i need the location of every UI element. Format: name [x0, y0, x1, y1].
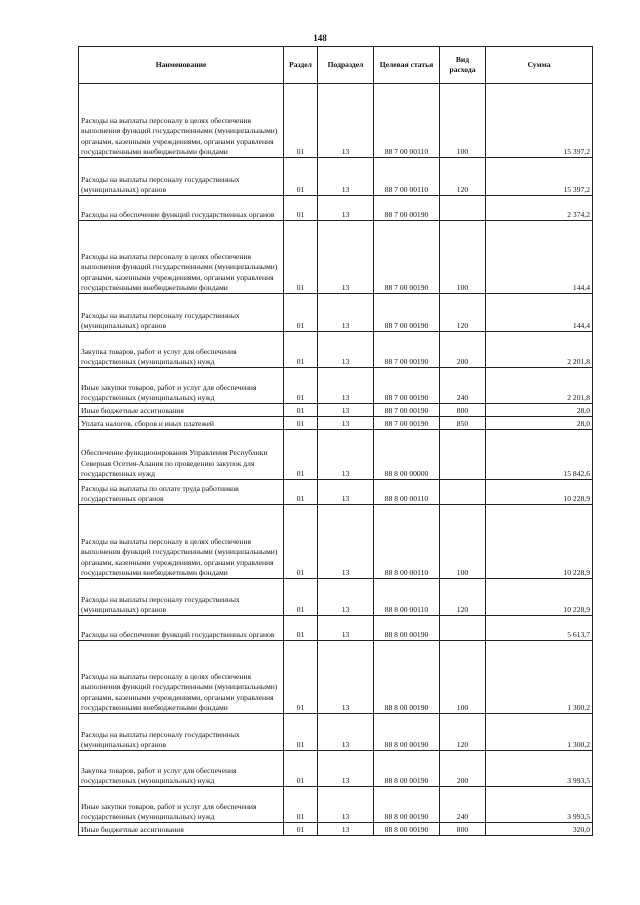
cell-vid: 100: [440, 641, 486, 714]
table-row: [79, 751, 593, 787]
cell-celevaya: 88 8 00 00190: [374, 787, 440, 823]
table-row: [79, 404, 593, 417]
table-row: [79, 158, 593, 196]
cell-vid: 100: [440, 84, 486, 158]
cell-summa: 15 842,6: [486, 430, 593, 480]
cell-vid: 200: [440, 332, 486, 368]
cell-celevaya: 88 8 00 00190: [374, 751, 440, 787]
cell-name: Расходы на выплаты по оплате труда работников государственных органов: [79, 480, 284, 505]
cell-name: Иные закупки товаров, работ и услуг для обеспечения государственных (муниципальных) нужд: [79, 787, 284, 823]
cell-vid: [440, 430, 486, 480]
cell-summa: 2 201,8: [486, 368, 593, 404]
cell-razdel: 01: [284, 505, 318, 579]
cell-celevaya: 88 7 00 00110: [374, 158, 440, 196]
cell-name: Расходы на обеспечение функций государственных органов: [79, 196, 284, 221]
cell-celevaya: 88 7 00 00190: [374, 196, 440, 221]
column-header-celevaya: Целевая статья: [374, 47, 440, 84]
cell-vid: 240: [440, 368, 486, 404]
cell-podrazdel: 13: [318, 714, 374, 751]
cell-razdel: 01: [284, 616, 318, 641]
cell-summa: 15 397,2: [486, 158, 593, 196]
cell-razdel: 01: [284, 221, 318, 294]
column-header-podrazdel: Подраздел: [318, 47, 374, 84]
cell-name: Уплата налогов, сборов и иных платежей: [79, 417, 284, 430]
cell-name: Расходы на обеспечение функций государственных органов: [79, 616, 284, 641]
cell-vid: 100: [440, 505, 486, 579]
cell-podrazdel: 13: [318, 221, 374, 294]
cell-celevaya: 88 7 00 00190: [374, 332, 440, 368]
cell-razdel: 01: [284, 751, 318, 787]
cell-razdel: 01: [284, 404, 318, 417]
cell-name: Расходы на выплаты персоналу государственных (муниципальных) органов: [79, 579, 284, 616]
cell-vid: 100: [440, 221, 486, 294]
cell-razdel: 01: [284, 84, 318, 158]
table-row: [79, 84, 593, 158]
cell-name: Закупка товаров, работ и услуг для обеспечения государственных (муниципальных) нужд: [79, 751, 284, 787]
column-header-name: Наименование: [79, 47, 284, 84]
table-row: [79, 714, 593, 751]
cell-podrazdel: 13: [318, 417, 374, 430]
cell-name: Расходы на выплаты персоналу в целях обеспечения выполнения функций государственными (муниципальными) органами, казенными учреждениями, органами управления государственными внебюджетными фондами: [79, 84, 284, 158]
cell-celevaya: 88 8 00 00190: [374, 823, 440, 836]
cell-podrazdel: 13: [318, 368, 374, 404]
cell-summa: 5 613,7: [486, 616, 593, 641]
cell-celevaya: 88 8 00 00110: [374, 579, 440, 616]
cell-podrazdel: 13: [318, 332, 374, 368]
cell-vid: 800: [440, 823, 486, 836]
cell-vid: 800: [440, 404, 486, 417]
cell-razdel: 01: [284, 417, 318, 430]
cell-summa: 10 228,9: [486, 579, 593, 616]
cell-razdel: 01: [284, 368, 318, 404]
cell-razdel: 01: [284, 641, 318, 714]
cell-podrazdel: 13: [318, 579, 374, 616]
cell-summa: 2 374,2: [486, 196, 593, 221]
cell-vid: 200: [440, 751, 486, 787]
cell-podrazdel: 13: [318, 84, 374, 158]
table-row: [79, 430, 593, 480]
cell-podrazdel: 13: [318, 823, 374, 836]
cell-vid: [440, 196, 486, 221]
cell-celevaya: 88 8 00 00110: [374, 480, 440, 505]
cell-razdel: 01: [284, 294, 318, 332]
cell-vid: 850: [440, 417, 486, 430]
cell-podrazdel: 13: [318, 641, 374, 714]
cell-name: Закупка товаров, работ и услуг для обеспечения государственных (муниципальных) нужд: [79, 332, 284, 368]
table-row: [79, 294, 593, 332]
cell-podrazdel: 13: [318, 505, 374, 579]
cell-summa: 1 300,2: [486, 714, 593, 751]
cell-summa: 28,0: [486, 404, 593, 417]
cell-podrazdel: 13: [318, 430, 374, 480]
cell-summa: 1 300,2: [486, 641, 593, 714]
cell-name: Расходы на выплаты персоналу государственных (муниципальных) органов: [79, 714, 284, 751]
cell-summa: 320,0: [486, 823, 593, 836]
table-row: [79, 221, 593, 294]
table-header-row: [79, 47, 593, 84]
cell-name: Расходы на выплаты персоналу государственных (муниципальных) органов: [79, 294, 284, 332]
cell-celevaya: 88 7 00 00190: [374, 368, 440, 404]
cell-podrazdel: 13: [318, 616, 374, 641]
table-row: [79, 616, 593, 641]
cell-podrazdel: 13: [318, 404, 374, 417]
table-row: [79, 787, 593, 823]
cell-name: Расходы на выплаты персоналу государственных (муниципальных) органов: [79, 158, 284, 196]
cell-celevaya: 88 7 00 00190: [374, 294, 440, 332]
column-header-vid: Вид расхода: [440, 47, 486, 84]
cell-celevaya: 88 8 00 00000: [374, 430, 440, 480]
cell-name: Расходы на выплаты персоналу в целях обеспечения выполнения функций государственными (муниципальными) органами, казенными учреждениями, органами управления государственными внебюджетными фондами: [79, 641, 284, 714]
cell-razdel: 01: [284, 158, 318, 196]
cell-name: Иные бюджетные ассигнования: [79, 823, 284, 836]
cell-razdel: 01: [284, 714, 318, 751]
cell-vid: [440, 480, 486, 505]
cell-celevaya: 88 8 00 00190: [374, 616, 440, 641]
cell-podrazdel: 13: [318, 480, 374, 505]
column-header-razdel: Раздел: [284, 47, 318, 84]
cell-podrazdel: 13: [318, 787, 374, 823]
table-row: [79, 332, 593, 368]
cell-razdel: 01: [284, 787, 318, 823]
table-body: [79, 84, 593, 836]
cell-razdel: 01: [284, 430, 318, 480]
cell-summa: 3 993,5: [486, 751, 593, 787]
cell-podrazdel: 13: [318, 751, 374, 787]
cell-summa: 144,4: [486, 294, 593, 332]
table-row: [79, 641, 593, 714]
cell-summa: 3 993,5: [486, 787, 593, 823]
cell-podrazdel: 13: [318, 158, 374, 196]
cell-summa: 15 397,2: [486, 84, 593, 158]
cell-vid: 240: [440, 787, 486, 823]
cell-razdel: 01: [284, 823, 318, 836]
budget-table: [78, 46, 593, 836]
cell-vid: 120: [440, 294, 486, 332]
cell-razdel: 01: [284, 579, 318, 616]
cell-celevaya: 88 7 00 00110: [374, 84, 440, 158]
page-number: 148: [313, 33, 327, 43]
cell-name: Иные бюджетные ассигнования: [79, 404, 284, 417]
cell-razdel: 01: [284, 480, 318, 505]
table-row: [79, 579, 593, 616]
cell-celevaya: 88 8 00 00190: [374, 641, 440, 714]
cell-name: Обеспечение функционирования Управления Республики Северная Осетия-Алания по проведению закупок для государственных нужд: [79, 430, 284, 480]
cell-summa: 10 228,9: [486, 480, 593, 505]
table-row: [79, 196, 593, 221]
cell-summa: 10 228,9: [486, 505, 593, 579]
cell-celevaya: 88 8 00 00190: [374, 714, 440, 751]
cell-vid: 120: [440, 714, 486, 751]
cell-celevaya: 88 8 00 00110: [374, 505, 440, 579]
cell-vid: 120: [440, 579, 486, 616]
cell-summa: 144,4: [486, 221, 593, 294]
cell-name: Иные закупки товаров, работ и услуг для обеспечения государственных (муниципальных) нужд: [79, 368, 284, 404]
column-header-summa: Сумма: [486, 47, 593, 84]
table-row: [79, 823, 593, 836]
cell-razdel: 01: [284, 196, 318, 221]
cell-celevaya: 88 7 00 00190: [374, 221, 440, 294]
cell-podrazdel: 13: [318, 196, 374, 221]
cell-celevaya: 88 7 00 00190: [374, 417, 440, 430]
table-row: [79, 368, 593, 404]
cell-name: Расходы на выплаты персоналу в целях обеспечения выполнения функций государственными (муниципальными) органами, казенными учреждениями, органами управления государственными внебюджетными фондами: [79, 221, 284, 294]
cell-podrazdel: 13: [318, 294, 374, 332]
cell-celevaya: 88 7 00 00190: [374, 404, 440, 417]
cell-vid: [440, 616, 486, 641]
cell-name: Расходы на выплаты персоналу в целях обеспечения выполнения функций государственными (муниципальными) органами, казенными учреждениями, органами управления государственными внебюджетными фондами: [79, 505, 284, 579]
table-row: [79, 417, 593, 430]
table-row: [79, 480, 593, 505]
cell-summa: 2 201,8: [486, 332, 593, 368]
cell-summa: 28,0: [486, 417, 593, 430]
cell-vid: 120: [440, 158, 486, 196]
cell-razdel: 01: [284, 332, 318, 368]
table-row: [79, 505, 593, 579]
